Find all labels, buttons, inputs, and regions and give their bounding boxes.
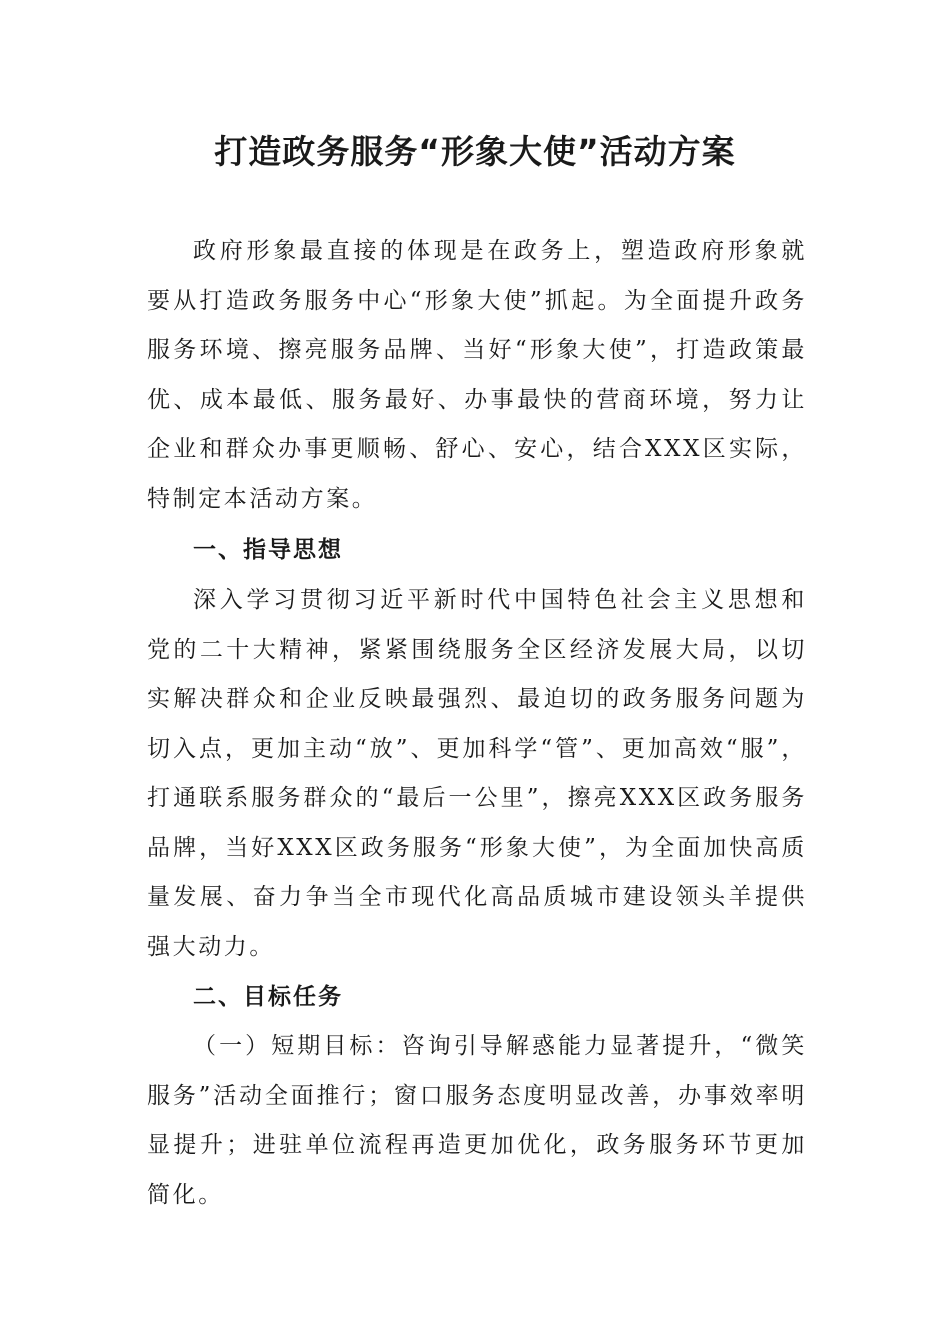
section-paragraph-short-term-goals: （一）短期目标：咨询引导解惑能力显著提升，“微笑服务”活动全面推行；窗口服务态度明显改善，办事效率明显提升；进驻单位流程再造更加优化，政务服务环节更加简化。 (147, 1033, 807, 1208)
section-paragraph-guiding-ideology: 深入学习贯彻习近平新时代中国特色社会主义思想和党的二十大精神，紧紧围绕服务全区经济发展大局，以切实解决群众和企业反映最强烈、最迫切的政务服务问题为切入点，更加主动“放”、更加科学“管”、更加高效“服”，打通联系服务群众的“最后一公里”，擦亮XXX区政务服务品牌，当好XXX区政务服务“形象大使”，为全面加快高质量发展、奋力争当全市现代化高品质城市建设领头羊提供强大动力。 (147, 587, 807, 960)
section-heading-goals-tasks: 二、目标任务 (193, 984, 343, 1010)
document-title: 打造政务服务“形象大使”活动方案 (214, 132, 736, 171)
intro-paragraph: 政府形象最直接的体现是在政务上，塑造政府形象就要从打造政务服务中心“形象大使”抓起。为全面提升政务服务环境、擦亮服务品牌、当好“形象大使”，打造政策最优、成本最低、服务最好、办事最快的营商环境，努力让企业和群众办事更顺畅、舒心、安心，结合XXX区实际，特制定本活动方案。 (147, 238, 807, 512)
section-heading-guiding-ideology: 一、指导思想 (193, 537, 343, 563)
